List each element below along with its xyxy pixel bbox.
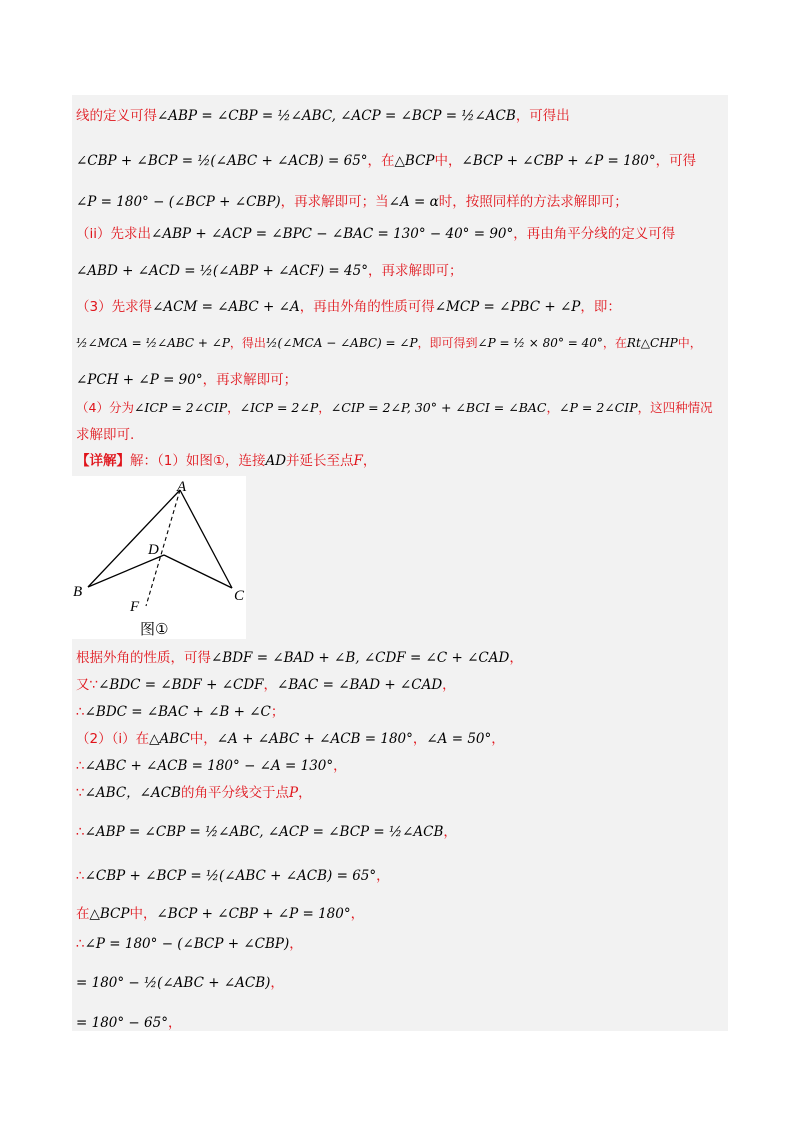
- text-segment: ，即：: [580, 299, 621, 315]
- text-segment: ，可得出: [515, 108, 570, 124]
- text-segment: （4）分为: [76, 400, 134, 415]
- label-a: A: [177, 479, 187, 495]
- text-segment: ，: [350, 906, 365, 922]
- text-line: [76, 192, 628, 212]
- text-segment: ∠BCP + ∠CBP + ∠P = 180°: [156, 906, 351, 922]
- text-line: [76, 106, 570, 126]
- text-line: [76, 370, 297, 390]
- text-segment: P: [288, 785, 299, 801]
- text-segment: ，: [442, 677, 456, 693]
- text-line: [76, 1013, 181, 1033]
- text-segment: ，: [546, 400, 560, 415]
- label-d: D: [148, 542, 159, 558]
- label-c: C: [234, 588, 245, 604]
- text-segment: ∴: [76, 824, 85, 840]
- text-segment: ∠CBP + ∠BCP = ½(∠ABC + ∠ACB) = 65°: [84, 868, 377, 884]
- text-line: [76, 151, 696, 171]
- text-segment: ∠ABP = ∠CBP = ½∠ABC, ∠ACP = ∠BCP = ½∠ACB: [84, 824, 444, 840]
- text-segment: ∠CBP + ∠BCP = ½(∠ABC + ∠ACB) = 65°: [76, 153, 368, 169]
- text-segment: 又∵: [76, 677, 99, 693]
- text-segment: 中，: [434, 153, 462, 169]
- text-line: [76, 451, 376, 471]
- text-segment: ½(∠MCA − ∠ABC) = ∠P: [265, 336, 418, 350]
- text-segment: ∠A + ∠ABC + ∠ACB = 180°: [216, 731, 413, 747]
- text-segment: ，: [509, 650, 523, 666]
- text-segment: ∠PCH + ∠P = 90°: [76, 372, 203, 388]
- text-segment: ，: [263, 677, 278, 693]
- text-line: [76, 425, 134, 445]
- text-segment: 【详解】: [76, 453, 130, 469]
- label-f: F: [130, 599, 140, 615]
- text-segment: ∠ABP = ∠CBP = ½∠ABC, ∠ACP = ∠BCP = ½∠ACB: [157, 108, 516, 124]
- text-segment: △BCP: [394, 153, 435, 169]
- text-line: [76, 333, 702, 353]
- text-segment: ，: [270, 975, 284, 991]
- text-segment: ∠ABC + ∠ACB = 180° − ∠A = 130°: [84, 758, 334, 774]
- text-line: [76, 648, 523, 668]
- text-segment: ，得出: [229, 336, 266, 350]
- text-segment: ，: [167, 1015, 182, 1031]
- text-segment: △BCP: [89, 906, 130, 922]
- text-segment: ，: [443, 824, 457, 840]
- text-line: [76, 297, 621, 317]
- text-segment: ，: [491, 731, 505, 747]
- text-segment: ，: [318, 400, 331, 415]
- text-segment: ∠P = 180° − (∠BCP + ∠CBP): [84, 936, 290, 952]
- text-segment: ，即可得到: [417, 336, 478, 350]
- text-segment: ∴: [76, 868, 85, 884]
- text-segment: AD: [265, 453, 287, 469]
- triangle-diagram: [72, 476, 246, 639]
- text-segment: ，: [298, 785, 312, 801]
- text-segment: ∠P = 180° − (∠BCP + ∠CBP): [76, 194, 281, 210]
- text-segment: ，: [362, 453, 377, 469]
- text-segment: ，可得: [655, 153, 697, 169]
- text-segment: ∴: [76, 704, 85, 720]
- text-segment: ∠BAC = ∠BAD + ∠CAD: [277, 677, 443, 693]
- text-segment: ，: [333, 758, 347, 774]
- text-segment: ∠BDC = ∠BDF + ∠CDF: [98, 677, 264, 693]
- text-line: [76, 261, 462, 281]
- text-line: [76, 783, 312, 803]
- text-segment: ∠A = 50°: [426, 731, 492, 747]
- text-segment: 中，: [189, 731, 217, 747]
- text-segment: （3）先求得: [76, 299, 153, 315]
- text-segment: ½∠MCA = ½∠ABC + ∠P: [76, 336, 230, 350]
- text-segment: ∠CIP = 2∠P, 30° + ∠BCI = ∠BAC: [330, 400, 547, 415]
- text-segment: ，在: [602, 336, 627, 350]
- text-segment: Rt△CHP: [626, 336, 678, 350]
- text-segment: 时，按照同样的方法求解即可；: [438, 194, 628, 210]
- text-segment: ∠ABP + ∠ACP = ∠BPC − ∠BAC = 130° − 40° = 90°: [151, 226, 514, 242]
- text-segment: ∠P = 2∠CIP: [559, 400, 638, 415]
- text-segment: ∠BCP + ∠CBP + ∠P = 180°: [461, 153, 656, 169]
- text-line: [76, 973, 284, 993]
- text-segment: ，再求解即可；: [202, 372, 298, 388]
- text-line: [76, 756, 347, 776]
- text-segment: ，再求解即可；当: [280, 194, 389, 210]
- text-segment: ，再由角平分线的定义可得: [513, 226, 676, 242]
- text-segment: ∴: [76, 936, 85, 952]
- text-segment: ∠ABC，∠ACB: [84, 785, 181, 801]
- text-line: [76, 675, 456, 695]
- text-segment: 的角平分线交于点: [180, 785, 289, 801]
- text-segment: ∠ACM = ∠ABC + ∠A: [152, 299, 300, 315]
- text-segment: ∠A = α: [388, 194, 439, 210]
- text-segment: 解：（1）如图①，连接: [130, 453, 266, 469]
- text-segment: ，: [227, 400, 240, 415]
- segment-dc: [164, 555, 232, 588]
- text-segment: = 180° − ½(∠ABC + ∠ACB): [76, 975, 271, 991]
- text-segment: ∠BDC = ∠BAC + ∠B + ∠C: [84, 704, 271, 720]
- text-segment: ∠ICP = 2∠P: [239, 400, 319, 415]
- text-line: [76, 866, 390, 886]
- figure-caption: 图①: [140, 620, 169, 638]
- text-segment: ，: [412, 731, 427, 747]
- text-segment: ∴: [76, 758, 85, 774]
- text-line: [76, 702, 284, 722]
- text-segment: = 180° − 65°: [76, 1015, 168, 1031]
- text-segment: 线的定义可得: [76, 108, 157, 124]
- text-segment: 并延长至点: [286, 453, 354, 469]
- label-b: B: [73, 584, 83, 600]
- text-segment: ∵: [76, 785, 85, 801]
- text-segment: （ii）先求出: [76, 226, 152, 242]
- text-line: [76, 729, 505, 749]
- text-segment: ∠MCP = ∠PBC + ∠P: [434, 299, 581, 315]
- text-segment: ，这四种情况: [637, 400, 713, 415]
- figure-1: [72, 476, 246, 639]
- text-line: [76, 904, 364, 924]
- text-segment: ，再求解即可；: [367, 263, 463, 279]
- text-line: [76, 822, 457, 842]
- text-segment: ，: [376, 868, 390, 884]
- text-segment: ∠P = ½ × 80° = 40°: [477, 336, 603, 350]
- text-segment: 根据外角的性质，可得: [76, 650, 211, 666]
- text-segment: 在: [76, 906, 90, 922]
- text-line: [76, 934, 303, 954]
- text-segment: （2）（i）在: [76, 731, 150, 747]
- text-segment: ∠ICP = 2∠CIP: [133, 400, 228, 415]
- text-line: [76, 398, 713, 418]
- text-segment: ，再由外角的性质可得: [299, 299, 435, 315]
- text-segment: 中，: [129, 906, 157, 922]
- text-segment: F: [353, 453, 363, 469]
- text-segment: ；: [270, 704, 285, 720]
- text-segment: △ABC: [149, 731, 190, 747]
- text-segment: ∠ABD + ∠ACD = ½(∠ABP + ∠ACF) = 45°: [76, 263, 368, 279]
- text-segment: 中，: [677, 336, 702, 350]
- segment-bd: [88, 555, 164, 587]
- text-segment: ，: [289, 936, 303, 952]
- segment-ac: [180, 490, 232, 588]
- text-segment: ，在: [367, 153, 395, 169]
- text-line: [76, 224, 675, 244]
- text-segment: ∠BDF = ∠BAD + ∠B, ∠CDF = ∠C + ∠CAD: [211, 650, 510, 666]
- text-segment: 求解即可.: [76, 427, 135, 443]
